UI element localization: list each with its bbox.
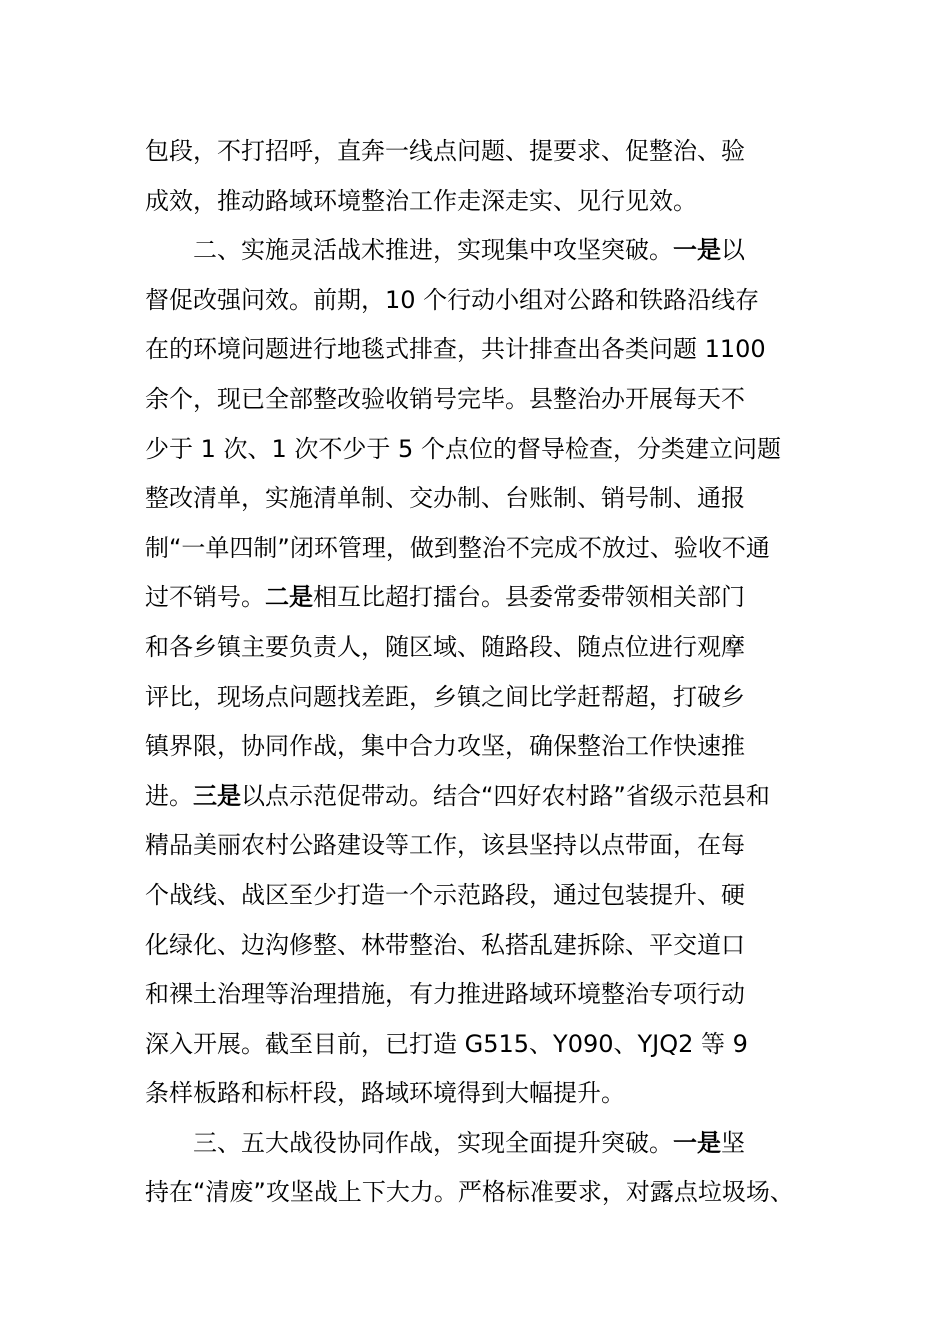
text-line: 整改清单，实施清单制、交办制、台账制、销号制、通报 (145, 484, 745, 513)
text-run: 坚 (721, 1128, 745, 1157)
text-run: 相互比超打擂台。县委常委带领相关部门 (313, 583, 745, 612)
text-line: 条样板路和标杆段，路域环境得到大幅提升。 (145, 1079, 625, 1108)
text-run: 进。 (145, 781, 193, 810)
text-run: 以点示范促带动。结合“四好农村路”省级示范县和 (241, 781, 770, 810)
text-line: 在的环境问题进行地毯式排查，共计排查出各类问题 1100 (145, 335, 766, 364)
text-line: 精品美丽农村公路建设等工作，该县坚持以点带面，在每 (145, 831, 745, 860)
bold-keyword: 一是 (673, 1128, 721, 1157)
text-line: 和各乡镇主要负责人，随区域、随路段、随点位进行观摩 (145, 632, 745, 661)
text-line: 成效，推动路域环境整治工作走深走实、见行见效。 (145, 186, 697, 215)
text-line: 持在“清废”攻坚战上下大力。严格标准要求，对露点垃圾场、 (145, 1178, 794, 1207)
text-run: 过不销号。 (145, 583, 265, 612)
text-run: 二、实施灵活战术推进，实现集中攻坚突破。 (193, 236, 673, 265)
bold-keyword: 二是 (265, 583, 313, 612)
text-run: 三、五大战役协同作战，实现全面提升突破。 (193, 1128, 673, 1157)
bold-keyword: 三是 (193, 781, 241, 810)
paragraph-start-line (145, 1119, 825, 1169)
text-line: 和裸土治理等治理措施，有力推进路域环境整治专项行动 (145, 980, 745, 1009)
bold-keyword: 一是 (673, 236, 721, 265)
text-line: 深入开展。截至目前，已打造 G515、Y090、YJQ2 等 9 (145, 1029, 748, 1058)
text-line: 化绿化、边沟修整、林带整治、私搭乱建拆除、平交道口 (145, 930, 745, 959)
text-line: 督促改强问效。前期，10 个行动小组对公路和铁路沿线存 (145, 285, 760, 314)
text-line: 镇界限，协同作战，集中合力攻坚，确保整治工作快速推 (145, 732, 745, 761)
paragraph-start-line (145, 226, 825, 276)
text-line (145, 772, 825, 822)
text-line: 包段，不打招呼，直奔一线点问题、提要求、促整治、验 (145, 137, 745, 165)
text-line: 评比，现场点问题找差距，乡镇之间比学赶帮超，打破乡 (145, 682, 745, 711)
body-text (145, 127, 825, 1218)
text-line (145, 573, 825, 623)
text-line: 余个，现已全部整改验收销号完毕。县整治办开展每天不 (145, 384, 745, 413)
text-line: 个战线、战区至少打造一个示范路段，通过包装提升、硬 (145, 880, 745, 909)
text-run: 以 (721, 236, 745, 265)
text-line: 少于 1 次、1 次不少于 5 个点位的督导检查，分类建立问题 (145, 434, 781, 463)
text-line: 制“一单四制”闭环管理，做到整治不完成不放过、验收不通 (145, 533, 770, 562)
